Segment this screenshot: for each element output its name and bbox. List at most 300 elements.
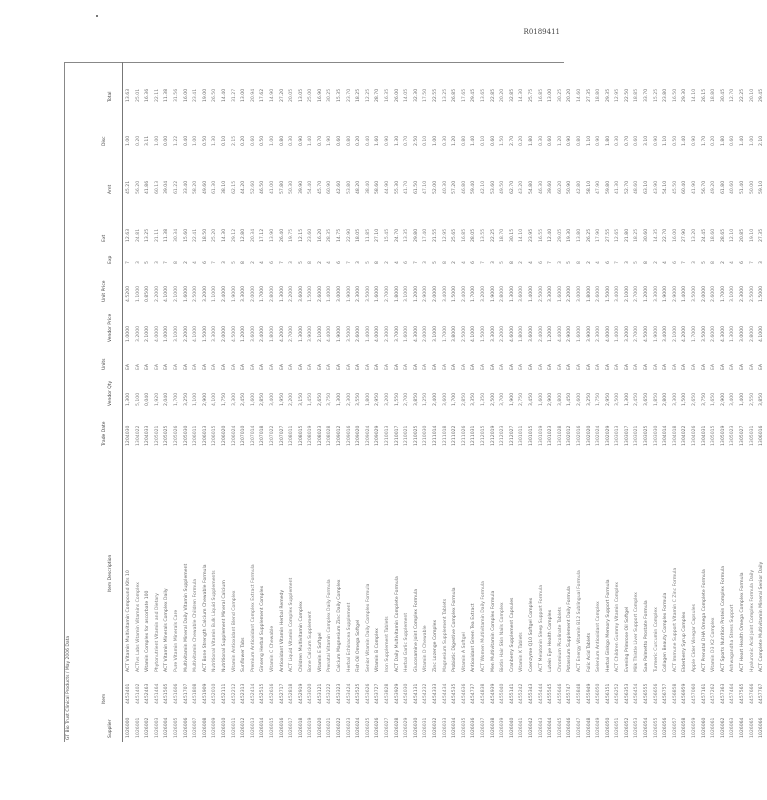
table-cell: 1.40 — [740, 135, 745, 146]
table-cell: 1.7000 — [692, 325, 698, 342]
table-cell: 52.70 — [624, 180, 630, 194]
table-cell: 0.20 — [711, 135, 717, 146]
table-cell: 42.10 — [480, 180, 486, 194]
table-cell: EA — [586, 363, 592, 370]
table-cell: 1026017 — [289, 717, 295, 738]
table-cell: 2.8000 — [749, 325, 755, 342]
table-cell: 1301015 — [528, 425, 534, 446]
table-cell: 4452515 — [260, 683, 266, 704]
table-cell: 4454333 — [433, 683, 438, 704]
table-cell: 1026043 — [538, 717, 544, 738]
table-cell: 4456555 — [644, 683, 650, 704]
table-cell: 1,750 — [596, 392, 602, 406]
table-cell: 13.65 — [480, 88, 486, 102]
table-cell: 1026003 — [154, 717, 160, 738]
table-cell: 4456757 — [663, 683, 669, 704]
table-cell: 2,900 — [548, 392, 554, 406]
table-cell: 4454535 — [452, 683, 458, 704]
table-cell: 3.11 — [145, 135, 151, 146]
table-cell: 2.7000 — [634, 285, 640, 302]
table-cell: 27.90 — [682, 228, 688, 242]
table-cell: 1026019 — [308, 717, 314, 738]
table-cell: 2.1000 — [672, 325, 678, 342]
table-cell: 4456151 — [605, 683, 611, 704]
table-cell: 0.20 — [519, 135, 525, 146]
table-cell: 4 — [327, 261, 333, 264]
table-cell: EA — [528, 363, 534, 370]
table-cell: 1026001 — [135, 717, 141, 738]
table-cell: EA — [480, 363, 486, 370]
table-cell: 0.90 — [385, 135, 391, 146]
table-cell: 2,900 — [202, 392, 208, 406]
table-cell: 1026014 — [260, 717, 266, 738]
table-cell: 2 — [586, 261, 592, 264]
table-cell: 2.9000 — [672, 285, 678, 302]
table-cell: 6 — [337, 261, 343, 264]
table-cell: 1026013 — [250, 717, 256, 738]
table-cell: 2.2000 — [500, 325, 506, 342]
table-cell: 1.40 — [308, 135, 314, 146]
table-cell: EA — [452, 363, 458, 370]
table-cell: 3 — [135, 261, 141, 264]
table-cell: Ginseng Herbal Supplement Complex — [260, 585, 266, 672]
table-cell: 3 — [692, 261, 698, 264]
table-cell: 0.00 — [164, 135, 170, 146]
table-cell: 1,600 — [250, 392, 256, 406]
table-cell: 7 — [346, 261, 352, 264]
table-cell: 4456656 — [653, 683, 659, 704]
table-cell: 4.2000 — [682, 325, 688, 342]
table-cell: 24.45 — [701, 228, 707, 242]
table-cell: 6 — [672, 261, 678, 264]
table-cell: 23.80 — [663, 88, 669, 102]
table-cell: 15.60 — [183, 228, 189, 242]
table-cell: 60.20 — [557, 180, 563, 194]
table-row — [719, 62, 729, 742]
table-cell: Vitamin C Chewable — [269, 625, 275, 672]
table-cell: 4454939 — [490, 683, 496, 704]
table-cell: 57.20 — [452, 180, 458, 194]
table-cell: 4452111 — [221, 683, 227, 704]
table-cell: 19.10 — [749, 228, 755, 242]
table-cell: 2.7000 — [289, 325, 295, 342]
table-cell: 1211026 — [461, 425, 467, 446]
table-cell: 38.10 — [221, 180, 227, 194]
table-row — [162, 62, 172, 742]
table-cell: 29.12 — [231, 228, 237, 242]
table-cell: 1.6000 — [557, 285, 563, 302]
table-row — [249, 62, 259, 742]
table-cell: 4.1000 — [193, 325, 199, 342]
table-cell: 3,700 — [500, 392, 506, 406]
table-cell: 24.81 — [135, 228, 141, 242]
table-cell: 14.10 — [519, 228, 525, 242]
table-cell: 2.2000 — [154, 285, 160, 302]
table-cell: 0.60 — [490, 135, 496, 146]
table-cell: 1206013 — [202, 425, 208, 446]
table-cell: 1026062 — [720, 717, 726, 738]
table-cell: 1304014 — [663, 425, 669, 446]
table-cell: Turmeric Curcumin Complex — [653, 607, 659, 672]
table-cell: EA — [269, 363, 275, 370]
table-cell: 1.9000 — [337, 325, 343, 342]
table-cell: 1208023 — [317, 425, 323, 446]
table-cell: 3.1000 — [404, 285, 410, 302]
table-cell: 1.6000 — [404, 325, 410, 342]
table-cell: EA — [337, 363, 343, 370]
table-cell: 1026006 — [183, 717, 189, 738]
table-cell: 2.1000 — [317, 325, 323, 342]
table-cell: 39.04 — [164, 180, 170, 194]
table-cell: EA — [740, 363, 745, 370]
table-cell: 0.10 — [221, 135, 227, 146]
table-cell: 4455444 — [538, 683, 544, 704]
table-cell: 2.5000 — [461, 325, 467, 342]
table-cell: 1306016 — [759, 425, 765, 446]
table-row — [278, 62, 288, 742]
table-header — [76, 62, 123, 742]
table-cell: 41.70 — [404, 180, 410, 194]
table-cell: 16.85 — [538, 88, 544, 102]
table-cell: 12.15 — [298, 228, 304, 242]
table-cell: 1301011 — [519, 425, 525, 446]
table-cell: 1026000 — [126, 717, 131, 738]
table-cell: 13.25 — [442, 88, 448, 102]
table-cell: Potassium Supplement Daily Formula — [567, 586, 573, 672]
table-cell: 28.70 — [375, 88, 381, 102]
table-cell: 8 — [173, 261, 179, 264]
table-cell: 0.90 — [298, 135, 304, 146]
table-cell: Antioxidant Green Tea Extract — [471, 603, 477, 672]
column-header: Trade Date — [102, 421, 107, 446]
table-cell: 1026059 — [692, 717, 698, 738]
table-cell: 14.60 — [576, 88, 582, 102]
table-cell: 1026011 — [231, 717, 237, 738]
table-cell: 1.4000 — [615, 325, 621, 342]
table-cell: 1026047 — [576, 717, 582, 738]
table-cell: 4454131 — [413, 683, 419, 704]
table-cell: 27.35 — [586, 88, 592, 102]
table-cell: 4.1000 — [759, 325, 765, 342]
table-row — [527, 62, 537, 742]
table-cell: 12.95 — [615, 88, 621, 102]
table-cell: 2.5000 — [193, 285, 199, 302]
table-cell: 18.50 — [202, 228, 208, 242]
table-cell: 56.70 — [701, 180, 707, 194]
table-cell: 1.4000 — [365, 325, 371, 342]
table-cell: 1209020 — [356, 425, 362, 446]
table-cell: 2.1000 — [173, 285, 179, 302]
table-cell: 1.7000 — [471, 285, 477, 302]
table-cell: 2.0000 — [423, 325, 429, 342]
table-cell: 39.90 — [298, 180, 304, 194]
table-cell: Vitamin D3 K2 Complex — [711, 617, 717, 672]
table-cell: 29.35 — [605, 88, 611, 102]
table-cell: 1302029 — [605, 425, 611, 446]
table-cell: EA — [596, 363, 602, 370]
table-row — [383, 62, 393, 742]
table-row — [325, 62, 335, 742]
table-cell: EA — [538, 363, 544, 370]
table-cell: 1026026 — [375, 717, 381, 738]
table-cell: 12.10 — [730, 228, 736, 242]
column-header: Vendor Qty — [108, 380, 113, 406]
table-cell: 1026015 — [269, 717, 275, 738]
table-cell: 29.45 — [759, 88, 765, 102]
table-cell: 1301023 — [548, 425, 554, 446]
table-cell: 1026007 — [193, 717, 199, 738]
table-cell: 1026024 — [356, 717, 362, 738]
table-cell: 1026020 — [317, 717, 323, 738]
table-cell: 1.9000 — [663, 285, 669, 302]
table-cell: 1026005 — [173, 717, 179, 738]
table-cell: EA — [433, 363, 438, 370]
table-cell: 3,550 — [356, 392, 362, 406]
table-cell: 27.35 — [759, 228, 765, 242]
table-cell: 1305031 — [749, 425, 755, 446]
table-cell: 1.7000 — [260, 285, 266, 302]
table-cell: 4455848 — [576, 683, 582, 704]
table-cell: 1,750 — [221, 392, 227, 406]
table-cell: 1209024 — [365, 425, 371, 446]
table-cell: 20.20 — [567, 88, 573, 102]
rotated-report-sheet — [64, 62, 765, 742]
table-cell: EA — [500, 363, 506, 370]
table-cell: EA — [730, 363, 736, 370]
table-cell: EA — [375, 363, 381, 370]
table-cell: EA — [519, 363, 525, 370]
table-cell: 53.60 — [490, 180, 496, 194]
table-cell: EA — [509, 363, 515, 370]
table-cell: 18.70 — [500, 228, 506, 242]
table-cell: 1,650 — [711, 392, 717, 406]
table-cell: 1208015 — [298, 425, 304, 446]
table-cell: EA — [548, 363, 554, 370]
table-cell: 1026056 — [663, 717, 669, 738]
table-cell: 2.6000 — [596, 285, 602, 302]
table-cell: 8 — [644, 261, 650, 264]
table-cell: 4455747 — [567, 683, 573, 704]
table-cell: Herbal Ginkgo Memory Support Formula — [605, 579, 611, 672]
table-cell: 2.0000 — [433, 285, 438, 302]
table-cell: 4453424 — [346, 683, 352, 704]
table-cell: 1,450 — [308, 392, 314, 406]
table-cell: 2.5000 — [749, 285, 755, 302]
table-cell: EA — [653, 363, 659, 370]
table-cell: 1.0000 — [164, 325, 170, 342]
table-cell: EA — [404, 363, 410, 370]
table-cell: 3 — [289, 261, 295, 264]
table-cell: 3.3000 — [241, 285, 247, 302]
table-cell: 2 — [452, 261, 458, 264]
table-cell: 2,200 — [289, 392, 295, 406]
table-cell: 1.9000 — [346, 285, 352, 302]
table-cell: EA — [164, 363, 170, 370]
table-cell: 4455141 — [509, 683, 515, 704]
table-cell: 4455343 — [528, 683, 534, 704]
table-cell: 4 — [596, 261, 602, 264]
table-cell: 3.0000 — [576, 285, 582, 302]
table-cell: 1.7000 — [442, 325, 448, 342]
table-cell: ACT Prenatal DHA Omega Complete Formula — [701, 569, 707, 672]
table-cell: Vitamin Antioxidant Blend Complex — [231, 590, 237, 672]
table-cell: 3,850 — [759, 392, 765, 406]
table-cell: ACT Bone Strength Calcium Chewable Formula — [202, 564, 208, 672]
table-cell: 6 — [471, 261, 477, 264]
table-cell: 3.2000 — [135, 325, 141, 342]
table-cell: Cranberry Supplement Capsules — [509, 597, 515, 672]
table-cell: 22.85 — [490, 88, 496, 102]
table-cell: 1,950 — [279, 392, 285, 406]
table-cell: 3 — [221, 261, 227, 264]
table-cell: 22.90 — [346, 228, 352, 242]
table-cell: 5 — [634, 261, 640, 264]
table-cell: 2,450 — [241, 392, 247, 406]
table-cell: 14.35 — [653, 228, 659, 242]
table-cell: 4454838 — [480, 683, 486, 704]
table-cell: 4457464 — [730, 683, 736, 704]
table-cell: 55.30 — [394, 180, 400, 194]
column-header: Total — [108, 91, 113, 102]
table-cell: 2.3000 — [385, 325, 391, 342]
table-cell: ACT Heart Health Omega Complex Formula — [740, 572, 745, 672]
table-cell: ACT Immune Support Vitamin C Zinc Formula — [672, 567, 678, 672]
table-cell: EA — [327, 363, 333, 370]
table-cell: Selenium Antioxidant Complex — [596, 601, 602, 672]
table-cell: 63.10 — [644, 180, 650, 194]
table-cell: 1026038 — [490, 717, 496, 738]
table-row — [709, 62, 719, 742]
table-cell: 14.90 — [269, 88, 275, 102]
table-cell: 50.00 — [749, 180, 755, 194]
table-cell: 31.27 — [231, 88, 237, 102]
table-cell: 1212015 — [480, 425, 486, 446]
table-cell: 2.4000 — [260, 325, 266, 342]
table-cell: ACT Women Multivitamin Daily Formula — [480, 581, 486, 672]
table-cell: 2,040 — [164, 392, 170, 406]
table-cell: 4452616 — [269, 683, 275, 704]
table-cell: 1026031 — [423, 717, 429, 738]
table-cell: 8 — [308, 261, 314, 264]
table-cell: 0.80 — [346, 135, 352, 146]
table-cell: 3,250 — [183, 392, 189, 406]
table-row — [690, 62, 700, 742]
table-cell: 1.1000 — [135, 285, 141, 302]
table-cell: EA — [490, 363, 496, 370]
table-cell: 56.20 — [135, 180, 141, 194]
table-cell: 16.50 — [672, 88, 678, 102]
table-cell: 1.20 — [452, 135, 458, 146]
table-cell: 1304022 — [135, 425, 141, 446]
table-cell: 57.80 — [279, 180, 285, 194]
table-cell: 1.80 — [720, 135, 726, 146]
table-cell: 1026034 — [452, 717, 458, 738]
table-cell: 1.70 — [701, 135, 707, 146]
table-cell: 7 — [615, 261, 621, 264]
table-cell: 4456252 — [615, 683, 621, 704]
table-cell: EA — [241, 363, 247, 370]
scan-speck — [96, 15, 98, 17]
table-cell: 20.20 — [500, 88, 506, 102]
table-cell: 49.50 — [500, 180, 506, 194]
table-cell: Apple Cider Vinegar Capsules — [692, 604, 698, 672]
table-cell: EA — [576, 363, 582, 370]
table-cell: 1.5000 — [759, 285, 765, 302]
table-cell: 1.00 — [749, 135, 755, 146]
table-row — [700, 62, 710, 742]
table-cell: 2.6000 — [317, 285, 323, 302]
table-cell: 1026008 — [202, 717, 208, 738]
table-cell: 3 — [154, 261, 160, 264]
table-cell: 53.80 — [346, 180, 352, 194]
table-cell: 7 — [682, 261, 688, 264]
table-cell: 32.85 — [509, 88, 515, 102]
table-cell: 3.1000 — [433, 325, 438, 342]
table-cell: 5 — [701, 261, 707, 264]
table-row — [258, 62, 268, 742]
table-cell: 1026065 — [749, 717, 755, 738]
table-cell: 1026032 — [433, 717, 438, 738]
table-cell: 1026030 — [413, 717, 419, 738]
table-cell: 5 — [365, 261, 371, 264]
table-cell: Biotin Hair Skin Nails Complex — [500, 602, 506, 672]
table-cell: 14.40 — [221, 88, 227, 102]
table-cell: 2 — [250, 261, 256, 264]
table-cell: 24.70 — [394, 228, 400, 242]
table-cell: 2 — [317, 261, 323, 264]
table-cell: 1026027 — [385, 717, 391, 738]
table-cell: 2.2000 — [567, 285, 573, 302]
table-cell: 1205025 — [164, 425, 170, 446]
table-cell: 12.70 — [730, 88, 736, 102]
table-cell: EA — [759, 363, 765, 370]
table-row — [613, 62, 623, 742]
table-cell: EA — [682, 363, 688, 370]
table-cell: 1.9000 — [231, 285, 237, 302]
table-cell: 1.5000 — [308, 285, 314, 302]
table-cell: Multivitamin Mineral Daily Vitamin Supplement — [183, 563, 189, 672]
table-cell: 3.5000 — [701, 325, 707, 342]
table-cell: 4453020 — [308, 683, 314, 704]
table-cell: 17.65 — [461, 88, 467, 102]
table-cell: 2,500 — [490, 392, 496, 406]
table-cell: EA — [423, 363, 429, 370]
table-cell: 1026050 — [605, 717, 611, 738]
table-cell: 4.5000 — [231, 325, 237, 342]
table-cell: 1026058 — [682, 717, 688, 738]
table-cell: 1210021 — [404, 425, 410, 446]
table-cell: 2,600 — [576, 392, 582, 406]
table-row — [537, 62, 547, 742]
table-row — [172, 62, 182, 742]
table-cell: 28.65 — [720, 228, 726, 242]
table-cell: 1026063 — [730, 717, 736, 738]
table-cell: 54.10 — [663, 180, 669, 194]
table-cell: EA — [173, 363, 179, 370]
table-cell: 8 — [576, 261, 582, 264]
table-cell: 0.20 — [356, 135, 362, 146]
table-cell: 1210013 — [385, 425, 391, 446]
table-cell: 3,150 — [298, 392, 304, 406]
table-cell: 1208019 — [308, 425, 314, 446]
table-cell: 4454636 — [461, 683, 467, 704]
table-cell: 6 — [202, 261, 208, 264]
table-cell: 16.00 — [183, 88, 189, 102]
table-cell: 1.5000 — [202, 325, 208, 342]
table-cell: 1.50 — [500, 135, 506, 146]
table-cell: 13.00 — [241, 88, 247, 102]
table-row — [220, 62, 230, 742]
